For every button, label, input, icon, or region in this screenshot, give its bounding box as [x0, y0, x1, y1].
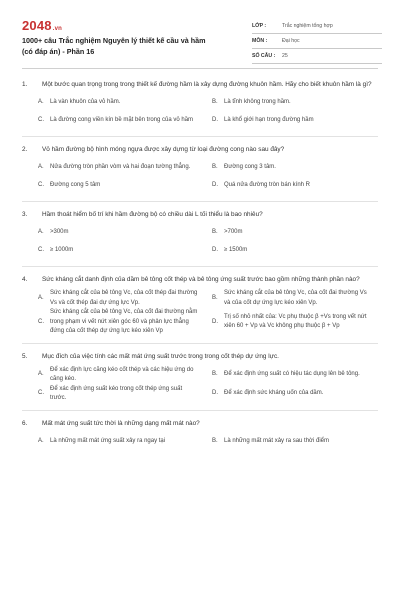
question-number: 5.	[22, 352, 28, 360]
question-text: Hầm thoát hiểm bố trí khi hầm đường bộ có chiều dài L tối thiểu là bao nhiêu?	[42, 211, 263, 218]
option-text: Là khổ giới hạn trong đường hầm	[224, 117, 314, 124]
question-text: Một bước quan trọng trong trong thiết kế đường hầm là xây dựng đường khuôn hầm. Hãy cho biết khuôn hầm là gì?	[42, 81, 372, 88]
question-1	[22, 80, 378, 137]
answer-option[interactable]	[38, 308, 204, 337]
option-text: Đường cong 3 tâm.	[224, 164, 276, 171]
question-5	[22, 352, 378, 411]
header-divider	[22, 68, 378, 69]
option-text: Quá nửa đường tròn bán kính R	[224, 182, 311, 189]
answer-option[interactable]	[212, 177, 378, 195]
option-text: Để xác định sức kháng uốn của dầm.	[224, 390, 324, 397]
question-text: Vỏ hầm đường bộ hình móng ngựa được xây dựng từ loại đường cong nào sau đây?	[42, 146, 285, 153]
answer-option[interactable]	[212, 366, 378, 385]
option-letter: C.	[38, 117, 44, 124]
question-text: Mục đích của việc tính các mất mát ứng suất trước trong trong cốt thép dự ứng lực.	[42, 352, 279, 360]
answer-options	[22, 159, 378, 195]
question-stem	[22, 352, 378, 362]
option-letter: B.	[212, 437, 218, 444]
answer-options	[22, 224, 378, 260]
question-number: 4.	[22, 276, 28, 283]
question-3	[22, 210, 378, 267]
answer-options	[22, 289, 378, 337]
question-stem	[22, 275, 378, 285]
option-text: Sức kháng cắt của bê tông Vc, của cốt thép đai thường Vs và cốt thép đai dự ứng lực Vp.	[50, 290, 198, 306]
answer-options	[22, 433, 378, 451]
page-header	[22, 12, 378, 64]
info-row-question-count: SỐ CÂU : 25	[252, 49, 382, 64]
info-row-class: LỚP : Trắc nghiệm tổng hợp	[252, 19, 382, 34]
answer-option[interactable]	[38, 112, 204, 130]
question-text: Mất mát ứng suất tức thời là những dạng mất mát nào?	[42, 419, 200, 427]
option-letter: C.	[38, 318, 44, 325]
question-divider	[22, 136, 378, 137]
question-stem	[22, 210, 378, 220]
option-letter: D.	[212, 390, 218, 397]
answer-option[interactable]	[212, 308, 378, 337]
option-text: Đường cong 5 tâm	[50, 182, 101, 189]
answer-options	[22, 366, 378, 404]
answer-option[interactable]	[38, 177, 204, 195]
answer-option[interactable]	[38, 159, 204, 177]
answer-option[interactable]	[212, 385, 378, 404]
answer-option[interactable]	[38, 385, 204, 404]
answer-option[interactable]	[212, 112, 378, 130]
question-stem	[22, 80, 378, 90]
option-letter: A.	[38, 99, 44, 106]
option-letter: A.	[38, 164, 44, 171]
option-text: Trị số nhỏ nhất của: Vc phụ thuộc β +Vs trong vết nứt xiên 60 + Vp và Vc không phụ thuộc β + Vp	[224, 313, 367, 330]
option-text: Là tĩnh không trong hầm.	[224, 99, 291, 106]
question-text: Sức kháng cắt danh định của dầm bê tông cốt thép và bê tông ứng suất trước bao gồm những thành phần nào?	[42, 276, 360, 283]
option-letter: D.	[212, 182, 218, 189]
document-info-table	[252, 19, 382, 64]
answer-option[interactable]	[212, 94, 378, 112]
option-letter: D.	[212, 247, 218, 254]
answer-option[interactable]	[38, 366, 204, 385]
option-text: Là những mất mát ứng suất xảy ra ngay tại	[50, 437, 166, 444]
option-letter: C.	[38, 390, 44, 397]
answer-option[interactable]	[212, 224, 378, 242]
option-text: >700m	[224, 229, 243, 236]
option-letter: D.	[212, 117, 218, 124]
question-divider	[22, 266, 378, 267]
option-letter: A.	[38, 294, 44, 301]
option-letter: B.	[212, 99, 218, 106]
answer-option[interactable]	[212, 159, 378, 177]
question-2	[22, 145, 378, 202]
answer-option[interactable]	[38, 224, 204, 242]
question-stem	[22, 145, 378, 155]
option-letter: B.	[212, 164, 218, 171]
answer-option[interactable]	[38, 94, 204, 112]
option-letter: B.	[212, 229, 218, 236]
question-divider	[22, 410, 378, 411]
answer-option[interactable]	[38, 289, 204, 308]
option-letter: B.	[212, 294, 218, 301]
document-title: 1000+ câu Trắc nghiệm Nguyên lý thiết kế cầu và hầm (có đáp án) - Phần 16	[22, 36, 206, 56]
option-text: Là vàn khuôn của vỏ hầm.	[50, 99, 121, 106]
answer-option[interactable]	[212, 433, 378, 451]
option-text: Sức kháng cắt của bê tông Vc, của cốt đai thường Vs và của cốt dự ứng lực kéo xiên Vp.	[224, 290, 367, 306]
option-text: Sức kháng cắt của bê tông Vc, của cốt đai thường nằm trong phạm vi vết nứt xiên góc 60 và phản lực thẳng đứng của cốt thép dự ứng lực kéo xiên Vp	[50, 309, 198, 334]
answer-option[interactable]	[212, 289, 378, 308]
question-4	[22, 275, 378, 344]
option-text: >300m	[50, 229, 69, 236]
answer-option[interactable]	[212, 242, 378, 260]
option-letter: D.	[212, 318, 218, 325]
question-number: 6.	[22, 419, 28, 427]
question-number: 3.	[22, 211, 28, 218]
answer-options	[22, 94, 378, 130]
option-letter: C.	[38, 247, 44, 254]
option-letter: A.	[38, 371, 44, 378]
info-row-subject: MÔN : Đại học	[252, 34, 382, 49]
option-text: Là đường cong viền kín bề mặt bên trong của vỏ hầm	[50, 117, 194, 124]
option-text: Để xác định ứng suất có hiệu tác dụng lên bê tông.	[224, 371, 360, 378]
option-letter: B.	[212, 371, 218, 378]
option-text: Để xác định lực căng kéo cốt thép và các hiệu ứng do căng kéo.	[50, 366, 194, 382]
question-number: 1.	[22, 81, 28, 88]
option-letter: A.	[38, 437, 44, 444]
option-text: Là những mất mát xảy ra sau thời điểm	[224, 437, 329, 444]
option-letter: C.	[38, 182, 44, 189]
option-text: ≥ 1500m	[224, 247, 248, 254]
question-list	[22, 80, 378, 451]
option-text: Để xác định ứng suất kéo trong cốt thép ứng suất trước.	[50, 385, 183, 401]
question-number: 2.	[22, 146, 28, 153]
site-logo[interactable]: 2048.vn	[22, 18, 63, 33]
question-6	[22, 419, 378, 451]
answer-option[interactable]	[38, 433, 204, 451]
option-letter: A.	[38, 229, 44, 236]
answer-option[interactable]	[38, 242, 204, 260]
question-divider	[22, 343, 378, 344]
question-stem	[22, 419, 378, 429]
question-divider	[22, 201, 378, 202]
option-text: Nửa đường tròn phần vòm và hai đoạn tường thẳng.	[50, 164, 191, 171]
option-text: ≥ 1000m	[50, 247, 74, 254]
